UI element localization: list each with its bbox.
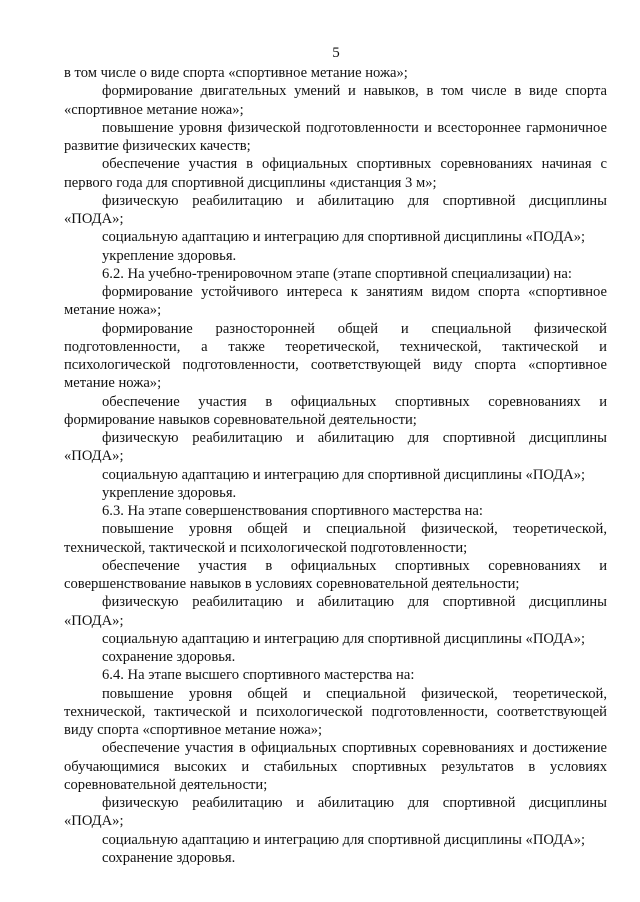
paragraph: укрепление здоровья. [102, 247, 237, 264]
paragraph: физическую реабилитацию и абилитацию для спортивной дисциплины «ПОДА»; [64, 192, 607, 227]
paragraph: обеспечение участия в официальных спортивных соревнованиях и формирование навыков соревновательной деятельности; [64, 393, 607, 428]
paragraph: повышение уровня общей и специальной физической, теоретической, технической, тактической и психологической подготовленности; [64, 521, 607, 556]
paragraph: обеспечение участия в официальных спортивных соревнованиях начиная с первого года для спортивной дисциплины «дистанция 3 м»; [64, 156, 607, 191]
paragraph: сохранение здоровья. [102, 649, 236, 665]
paragraph: социальную адаптацию и интеграцию для спортивной дисциплины «ПОДА»; [102, 630, 586, 647]
paragraph: в том числе о виде спорта «спортивное метание ножа»; [64, 65, 408, 81]
page-number: 5 [332, 45, 340, 61]
paragraph: формирование разносторонней общей и специальной физической подготовленности, а также теоретической, технической, тактической и психологической подготовленности, соответствующей виду спорта «спортивное метание ножа»; [64, 320, 607, 392]
paragraph: обеспечение участия в официальных спортивных соревнованиях и совершенствование навыков в условиях соревновательной деятельности; [64, 557, 607, 592]
paragraph: повышение уровня физической подготовленности и всестороннее гармоничное развитие физических качеств; [64, 119, 607, 154]
paragraph: социальную адаптацию и интеграцию для спортивной дисциплины «ПОДА»; [102, 229, 586, 246]
paragraph: физическую реабилитацию и абилитацию для спортивной дисциплины «ПОДА»; [64, 594, 607, 629]
paragraph: физическую реабилитацию и абилитацию для спортивной дисциплины «ПОДА»; [64, 795, 607, 830]
paragraph: социальную адаптацию и интеграцию для спортивной дисциплины «ПОДА»; [102, 831, 586, 848]
paragraph: обеспечение участия в официальных спортивных соревнованиях и достижение обучающимися высоких и стабильных спортивных результатов в условиях соревновательной деятельности; [64, 740, 607, 793]
paragraph: 6.2. На учебно-тренировочном этапе (этапе спортивной специализации) на: [102, 265, 572, 282]
paragraph: формирование устойчивого интереса к занятиям видом спорта «спортивное метание ножа»; [64, 284, 607, 319]
paragraph: формирование двигательных умений и навыков, в том числе в виде спорта «спортивное метание ножа»; [64, 83, 607, 118]
paragraph: социальную адаптацию и интеграцию для спортивной дисциплины «ПОДА»; [102, 466, 586, 483]
paragraph: укрепление здоровья. [102, 484, 237, 501]
paragraph: 6.3. На этапе совершенствования спортивного мастерства на: [102, 503, 483, 519]
paragraph: сохранение здоровья. [102, 849, 236, 866]
paragraph: физическую реабилитацию и абилитацию для спортивной дисциплины «ПОДА»; [64, 430, 607, 465]
paragraph: 6.4. На этапе высшего спортивного мастерства на: [102, 667, 415, 684]
document-body [64, 64, 607, 867]
paragraph: повышение уровня общей и специальной физической, теоретической, технической, тактической и психологической подготовленности, соответствующей виду спорта «спортивное метание ножа»; [64, 685, 607, 738]
